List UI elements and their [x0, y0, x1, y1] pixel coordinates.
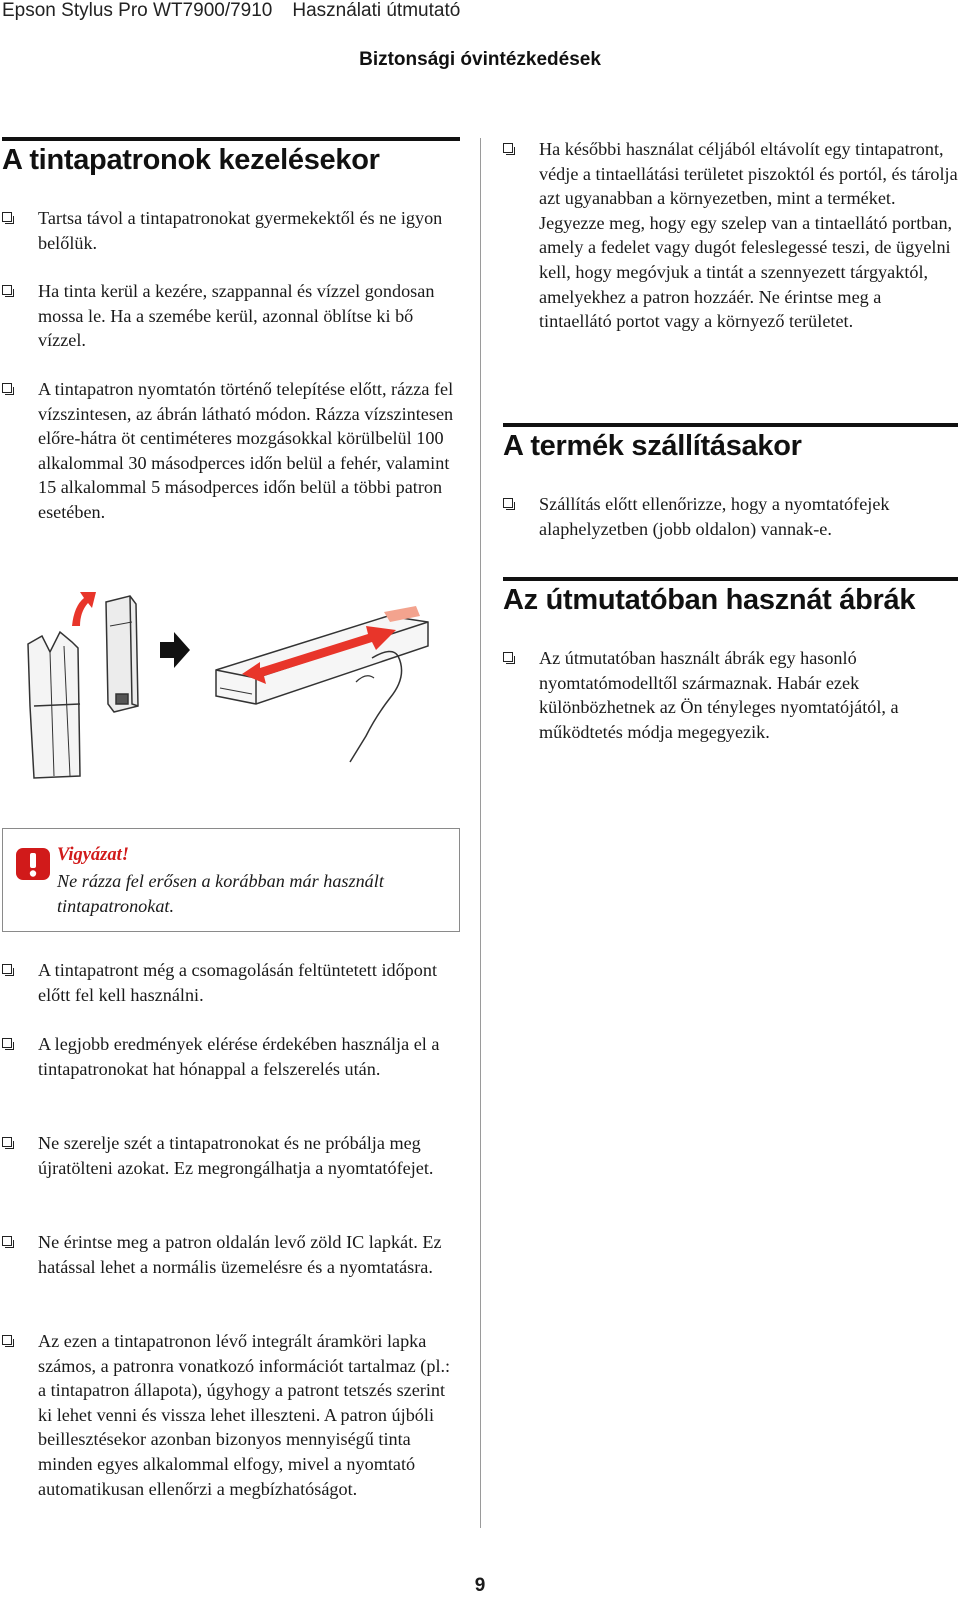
- caution-box: [2, 828, 460, 932]
- lift-arrow-icon: [72, 592, 96, 626]
- shake-cartridge-illustration: [20, 586, 440, 791]
- column-divider: [480, 138, 481, 1528]
- cartridge-horizontal-icon: [216, 616, 428, 704]
- checkbox-bullet-icon: [2, 1038, 14, 1050]
- list-item: Az ezen a tintapatronon lévő integrált áramköri lapka számos, a patronra vonatkozó információt tartalmaz (pl.: a tintapatron állapota), úgyhogy a patront tetszés szerint ki lehet venni és vissza lehet illeszteni. A patron újbóli beillesztésekor azonban bizonyos mennyiségű tinta minden egyes alkalommal elfogy, mivel a nyomtató automatikusan ellenőrzi a megbízhatóságot.: [2, 1329, 460, 1501]
- list-item: A tintapatron nyomtatón történő telepítése előtt, rázza fel vízszintesen, az ábrán látható módon. Rázza vízszintesen előre-hátra öt centiméteres mozgásokkal körülbelül 100 alkalommal 30 másodperces időn belül a fehér, valamint 15 alkalommal 5 másodperces időn belül a többi patron esetében.: [2, 377, 460, 525]
- list-item: Szállítás előtt ellenőrizze, hogy a nyomtatófejek alaphelyzetben (jobb oldalon) vannak-e.: [503, 492, 958, 541]
- checkbox-bullet-icon: [2, 1137, 14, 1149]
- caution-text: Ne rázza fel erősen a korábban már használt tintapatronokat.: [57, 871, 384, 916]
- next-step-arrow-icon: [160, 632, 190, 668]
- section-title: Biztonsági óvintézkedések: [359, 49, 601, 70]
- list-item: Ha tinta kerül a kezére, szappannal és vízzel gondosan mossa le. Ha a szemébe kerül, azonnal öblítse ki bő vízzel.: [2, 279, 460, 353]
- heading-transport: A termék szállításakor: [503, 423, 958, 463]
- checkbox-bullet-icon: [2, 964, 14, 976]
- list-item: Tartsa távol a tintapatronokat gyermekektől és ne igyon belőlük.: [2, 206, 460, 255]
- list-item: Ne érintse meg a patron oldalán levő zöld IC lapkát. Ez hatással lehet a normális üzemelésre és a nyomtatásra.: [2, 1230, 460, 1279]
- page-number: 9: [474, 1575, 486, 1596]
- cartridge-upright-icon: [106, 596, 138, 712]
- cartridge-bag-icon: [28, 632, 80, 778]
- checkbox-bullet-icon: [503, 498, 515, 510]
- heading-cartridge-handling: A tintapatronok kezelésekor: [2, 137, 460, 177]
- list-item: A legjobb eredmények elérése érdekében használja el a tintapatronokat hat hónappal a felszerelés után.: [2, 1032, 460, 1081]
- product-name: Epson Stylus Pro WT7900/7910: [2, 0, 273, 21]
- guide-title: Használati útmutató: [292, 0, 461, 21]
- checkbox-bullet-icon: [2, 1335, 14, 1347]
- checkbox-bullet-icon: [503, 652, 515, 664]
- list-item: A tintapatront még a csomagolásán feltüntetett időpont előtt fel kell használni.: [2, 958, 460, 1007]
- checkbox-bullet-icon: [2, 212, 14, 224]
- checkbox-bullet-icon: [2, 285, 14, 297]
- warning-icon: [15, 847, 51, 881]
- list-item: Az útmutatóban használt ábrák egy hasonló nyomtatómodelltől származnak. Habár ezek különbözhetnek az Ön tényleges nyomtatójától, a működtetés módja megegyezik.: [503, 646, 958, 744]
- list-item: Ha későbbi használat céljából eltávolít egy tintapatront, védje a tintaellátási területet piszoktól és portól, és tárolja azt ugyanabban a környezetben, mint a terméket. Jegyezze meg, hogy egy szelep van a tintaellátó portban, amely a fedelet vagy dugót feleslegessé teszi, de ügyelni kell, hogy megóvjuk a tintát a szennyezett tárgyaktól, amelyekhez a patron hozzáér. Ne érintse meg a tintaellátó portot vagy a környező területet.: [503, 137, 958, 334]
- list-item: Ne szerelje szét a tintapatronokat és ne próbálja meg újratölteni azokat. Ez megrongálhatja a nyomtatófejet.: [2, 1131, 460, 1180]
- caution-title: Vigyázat!: [57, 845, 129, 865]
- running-header: [2, 0, 460, 22]
- checkbox-bullet-icon: [2, 383, 14, 395]
- checkbox-bullet-icon: [503, 143, 515, 155]
- checkbox-bullet-icon: [2, 1236, 14, 1248]
- heading-figures: Az útmutatóban hasznát ábrák: [503, 577, 958, 617]
